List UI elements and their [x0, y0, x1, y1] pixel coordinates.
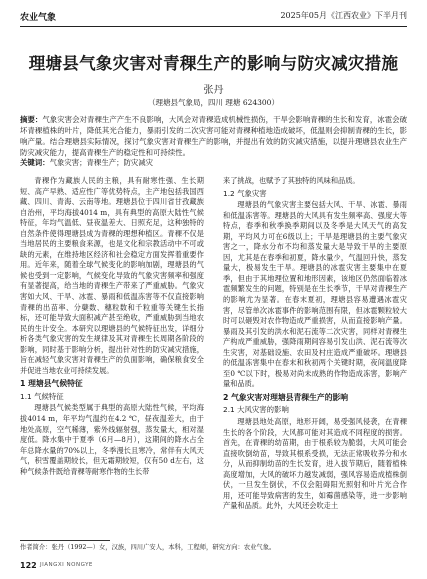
- page-footer: [20, 561, 407, 571]
- right-column: [223, 176, 407, 512]
- issue-label: 2025年05月《江西农业》下半月刊: [280, 11, 407, 20]
- subsection-heading-2-1: 2.1 大风灾害的影响: [223, 405, 289, 415]
- climate-paragraph: 理塘县气候类型属于典型的高原大陆性气候，平均海拔4014 m，年平均气温约在4.2 ℃，昼夜温差大，由于地处高原，空气稀薄，紫外线辐射强，蒸发量大，相对湿度低。降水集中于夏季（6月—8月），这期间的降水占全年总降水量的70%以上，冬季漫长且寒冷，常伴有大风天气，积雪覆盖期较长，但无霜期较短，仅有50 d左右，这种气候条件既给青稞等耐寒作物的生长带: [20, 403, 204, 476]
- abstract-text: 气象灾害会对青稞生产产生不良影响，大风会对青稞造成机械性损伤，干旱会影响青稞的生长和发育，冰雹会破坏青稞植株的叶片，降低其光合能力，暴雨引发的二次灾害可能对青稞种植地造成破坏，低温则会抑制青稞的生长，影响产量。结合理塘县实际情况，探讨气象灾害对青稞生产的影响，并提出有效的防灾减灾措施，以提升理塘县农业生产防灾减灾能力，提高青稞生产的稳定性和可持续性。: [20, 115, 407, 157]
- publication-name: JIANGXI NONGYE: [40, 562, 93, 568]
- section-heading-1: 1 理塘县气候特征: [20, 379, 83, 389]
- left-column: [20, 176, 204, 477]
- author-footnote: 作者简介：张丹（1992—）女，汉族，四川广安人，本科，工程师，研究方向：农业气象。: [20, 544, 276, 551]
- continued-text: 来了挑战，也赋予了其独特的风味和品质。: [223, 176, 360, 185]
- keywords: [20, 157, 407, 168]
- author-affiliation: （理塘县气象局，四川 理塘 624300）: [148, 98, 279, 107]
- abstract: [20, 114, 407, 158]
- section-heading-2: 2 气象灾害对理塘县青稞生产的影响: [223, 392, 349, 402]
- header-rule: [20, 26, 407, 27]
- disaster-paragraph: 理塘县的气象灾害主要包括大风、干旱、冰雹、暴雨和低温冻害等。理塘县的大风具有发生频率高、强度大等特点，春季和秋季换季期间以及冬季是大风天气的高发期，平均风力可在6级以上；干旱是理塘县的主要气象灾害之一，降水分布不均和蒸发量大是导致干旱的主要原因，尤其是在春季和初夏，降水量少，气温回升快，蒸发量大，极易发生干旱。理塘县的冰雹灾害主要集中在夏季，但由于其地理位置和地形因素，该地区仍然面临着冰雹频繁发生的问题，特别是在生长季节，干旱对青稞生产的影响尤为显著。在春末夏初，理塘县容易遭遇冰雹灾害，尽管单次冰雹事件的影响范围有限，但冰雹颗粒较大时可以砸毁对农作物造成严重损害，从而直接影响产量。暴雨及其引发的洪水和泥石流等二次灾害，同样对青稞生产构成严重威胁，强降雨期间容易引发山洪、泥石流等次生灾害，对基础设施、农田及村庄造成严重破坏。理塘县的低温冻害集中在春末和秋初两个关键时期，夜间温度降至0 ℃以下时，极易对尚未成熟的作物造成冻害，影响产量和品质。: [223, 200, 407, 389]
- author-name: 张丹: [203, 85, 224, 96]
- subsection-heading-1-2: 1.2 气象灾害: [223, 188, 267, 198]
- article-title: 理塘县气象灾害对青稞生产的影响与防灾减灾措施: [28, 54, 399, 73]
- keywords-text: 气象灾害；青稞生产；防灾减灾: [49, 158, 154, 167]
- page-number: 122: [20, 561, 37, 570]
- subsection-heading-1-1: 1.1 气候特征: [20, 391, 64, 401]
- wind-paragraph: 理塘县地处高原，地形开阔，易受强风侵袭，在青稞生长的各个阶段，大风都可能对其造成不同程度的损害。首先，在青稞的幼苗期，由于根系较为脆弱，大风可能会直接吹倒幼苗，导致其根系受损，无法正常吸收养分和水分，从而抑制幼苗的生长发育，进入拔节期后，随着植株高度增加，大风的破坏力越发减弱，强风容易造成植株倒伏，一旦发生倒伏，不仅会阻碍阳光照射和叶片光合作用，还可能导致病害的发生，如霉菌感染等，进一步影响产量和品质。此外，大风还会吹走土: [223, 417, 407, 511]
- section-label: 农业气象: [20, 13, 57, 23]
- abstract-label: 摘要：: [20, 115, 43, 124]
- intro-paragraph: 青稞作为藏族人民的主粮，具有耐寒性强、生长期短、高产早熟、适应性广等优势特点，主产地包括我国西藏、四川、青海、云南等地。理塘县位于四川省甘孜藏族自治州，平均海拔4014 m，具有典型的高原大陆性气候特征，年均气温低、昼夜温差大、日照充足，这种独特的自然条件使得理塘县成为青稞的理想种植区。青稞不仅是当地居民的主要粮食来源，也是文化和宗教活动中不可或缺的元素，在维持地区经济和社会稳定方面发挥着重要作用。近年来，随着全球气候变化的影响加剧，理塘县的气候也受到一定影响，气候变化导致的气象灾害频率和强度有显著提高，给当地的青稞生产带来了严重威胁。气象灾害如大风、干旱、冰雹、暴雨和低温冻害等不仅直接影响青稞的出苗率、分蘖数、穗粒数和千粒重等关键生长指标，还可能导致大面积减产甚至绝收，严重威胁到当地农民的生计安全。本研究以理塘县的气候特征出发，详细分析各类气象灾害的发生规律及其对青稞生长周期各阶段的影响，同时基于影响分析，提出针对性的防灾减灾措施，旨在减轻气象灾害对青稞生产的负面影响，确保粮食安全并促进当地农业可持续发展。: [20, 176, 204, 375]
- keywords-label: 关键词：: [20, 158, 50, 167]
- footnote-rule: [20, 540, 110, 541]
